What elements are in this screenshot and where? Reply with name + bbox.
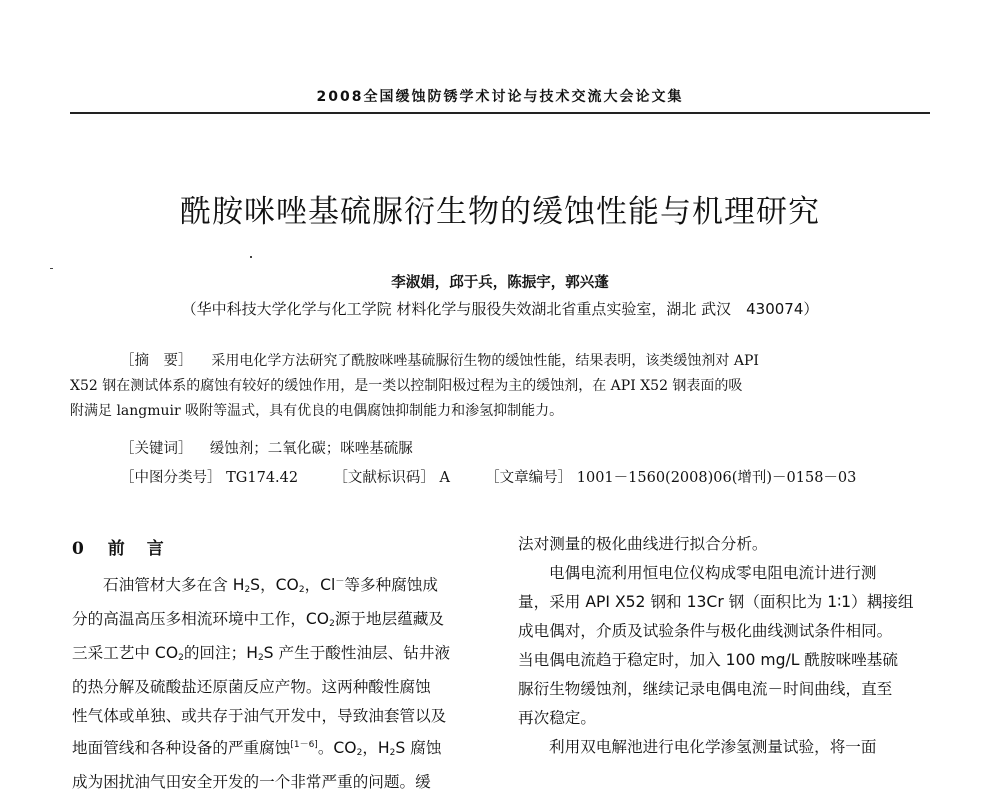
clc-value: TG174.42: [226, 470, 299, 486]
classification: [120, 466, 940, 487]
scan-speck: [250, 256, 252, 258]
paragraph-line: 法对测量的极化曲线进行拟合分析。: [518, 535, 768, 553]
paragraph-line: 分的高温高压多相流环境中工作，$CO_2$源于地层蕴藏及: [72, 610, 444, 629]
paragraph-line: 脲衍生物缓蚀剂，继续记录电偶电流－时间曲线，直至: [518, 680, 893, 698]
paragraph-line: 石油管材大多在含 $H_2S$，$CO_2$，Cl－等多种腐蚀成: [103, 576, 438, 595]
running-head: 2008全国缓蚀防锈学术讨论与技术交流大会论文集: [316, 89, 684, 105]
paragraph-line: 成为困扰油气田安全开发的一个非常严重的问题。缓: [72, 773, 431, 791]
abstract-line: X52 钢在测试体系的腐蚀有较好的缓蚀作用，是一类以控制阳极过程为主的缓蚀剂，在 API X52 钢表面的吸: [70, 378, 743, 394]
authors: 李淑娟，邱于兵，陈振宇，郭兴蓬: [391, 275, 609, 291]
section-title-char: 言: [146, 539, 164, 559]
scan-speck: [50, 268, 53, 269]
paper-title: 酰胺咪唑基硫脲衍生物的缓蚀性能与机理研究: [180, 194, 820, 230]
paragraph-line: 地面管线和各种设备的严重腐蚀[1－6]。$CO_2$，$H_2S$ 腐蚀: [72, 739, 442, 758]
keywords: [120, 437, 940, 458]
section-number: 0: [72, 539, 84, 559]
paragraph-line: 量，采用 API X52 钢和 13Cr 钢（面积比为 1∶1）耦接组: [518, 593, 914, 611]
abstract-label: ［摘 要］: [120, 353, 193, 369]
abstract-line: 采用电化学方法研究了酰胺咪唑基硫脲衍生物的缓蚀性能，结果表明，该类缓蚀剂对 API: [211, 353, 759, 369]
affiliation: （华中科技大学化学与化工学院 材料化学与服役失效湖北省重点实验室，湖北 武汉 430074）: [181, 300, 819, 318]
paragraph-line: 电偶电流利用恒电位仪构成零电阻电流计进行测: [549, 564, 877, 582]
paragraph-line: 利用双电解池进行电化学渗氢测量试验，将一面: [549, 738, 877, 756]
paragraph-line: 成电偶对，介质及试验条件与极化曲线测试条件相同。: [518, 622, 893, 640]
paragraph-line: 性气体或单独、或共存于油气开发中，导致油套管以及: [72, 707, 447, 725]
keywords-label: ［关键词］: [120, 441, 193, 457]
right-column: [518, 530, 933, 762]
paragraph-line: 当电偶电流趋于稳定时，加入 100 mg/L 酰胺咪唑基硫: [518, 651, 898, 669]
paragraph-line: 三采工艺中 $CO_2$的回注；$H_2S$ 产生于酸性油层、钻井液: [72, 644, 451, 663]
doc-code-label: ［文献标识码］: [333, 470, 435, 486]
citation[interactable]: [1－6]: [290, 740, 318, 750]
section-heading: [72, 534, 164, 559]
keywords-value: 缓蚀剂；二氧化碳；咪唑基硫脲: [209, 441, 413, 457]
section-title-char: 前: [107, 539, 125, 559]
article-no-value: 1001－1560(2008)06(增刊)－0158－03: [576, 470, 857, 486]
paragraph-line: 再次稳定。: [518, 709, 596, 727]
doc-code-value: A: [439, 470, 450, 486]
abstract-line: 附满足 langmuir 吸附等温式，具有优良的电偶腐蚀抑制能力和渗氢抑制能力。: [70, 403, 564, 419]
article-no-label: ［文章编号］: [485, 470, 573, 486]
paragraph-line: 的热分解及硫酸盐还原菌反应产物。这两种酸性腐蚀: [72, 678, 431, 696]
abstract: [70, 349, 930, 424]
header-rule: [70, 112, 930, 114]
left-column: [72, 568, 482, 797]
clc-label: ［中图分类号］: [120, 470, 222, 486]
